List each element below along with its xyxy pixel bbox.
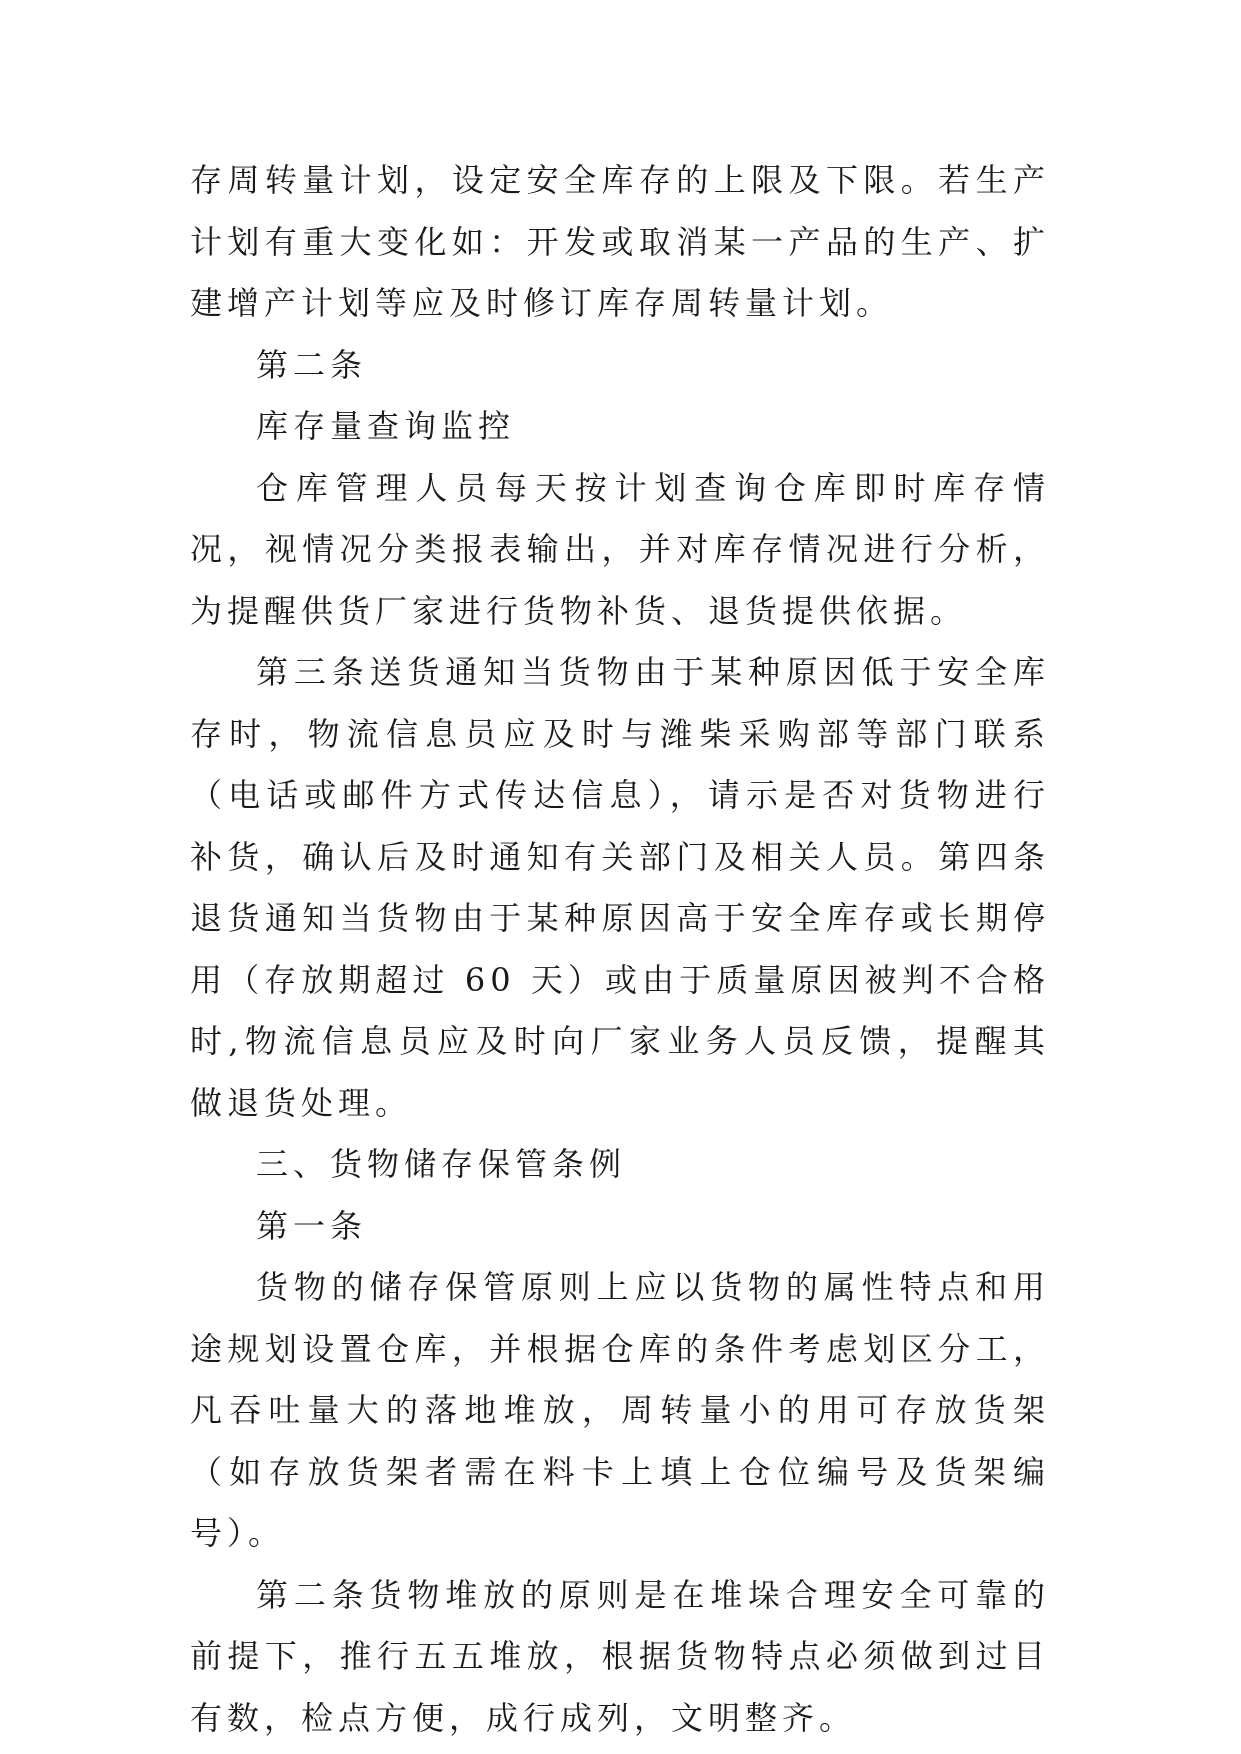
heading-article-1: 第一条: [256, 1206, 368, 1245]
paragraph-storage-principle: 货物的储存保管原则上应以货物的属性特点和用途规划设置仓库，并根据仓库的条件考虑划区分工，凡吞吐量大的落地堆放，周转量小的用可存放货架（如存放货架者需在料卡上填上仓位编号及货架编号）。: [190, 1268, 1050, 1552]
document-body: [190, 150, 1050, 1749]
paragraph-delivery-return-notice: 第三条送货通知当货物由于某种原因低于安全库存时，物流信息员应及时与潍柴采购部等部门联系（电话或邮件方式传达信息），请示是否对货物进行补货，确认后及时通知有关部门及相关人员。第四条退货通知当货物由于某种原因高于安全库存或长期停用（存放期超过 60 天）或由于质量原因被判不合格时,物流信息员应及时向厂家业务人员反馈，提醒其做退货处理。: [190, 653, 1050, 1122]
paragraph-inventory-plan: 存周转量计划，设定安全库存的上限及下限。若生产计划有重大变化如：开发或取消某一产品的生产、扩建增产计划等应及时修订库存周转量计划。: [190, 161, 1050, 322]
heading-inventory-query: 库存量查询监控: [256, 407, 516, 445]
paragraph-inventory-query: 仓库管理人员每天按计划查询仓库即时库存情况，视情况分类报表输出，并对库存情况进行分析，为提醒供货厂家进行货物补货、退货提供依据。: [190, 468, 1050, 630]
heading-article-2: 第二条: [256, 345, 368, 384]
heading-storage-regulations: 三、货物储存保管条例: [256, 1145, 627, 1183]
paragraph-stacking-principle: 第二条货物堆放的原则是在堆垛合理安全可靠的前提下，推行五五堆放，根据货物特点必须做到过目有数，检点方便，成行成列，文明整齐。: [190, 1575, 1050, 1737]
